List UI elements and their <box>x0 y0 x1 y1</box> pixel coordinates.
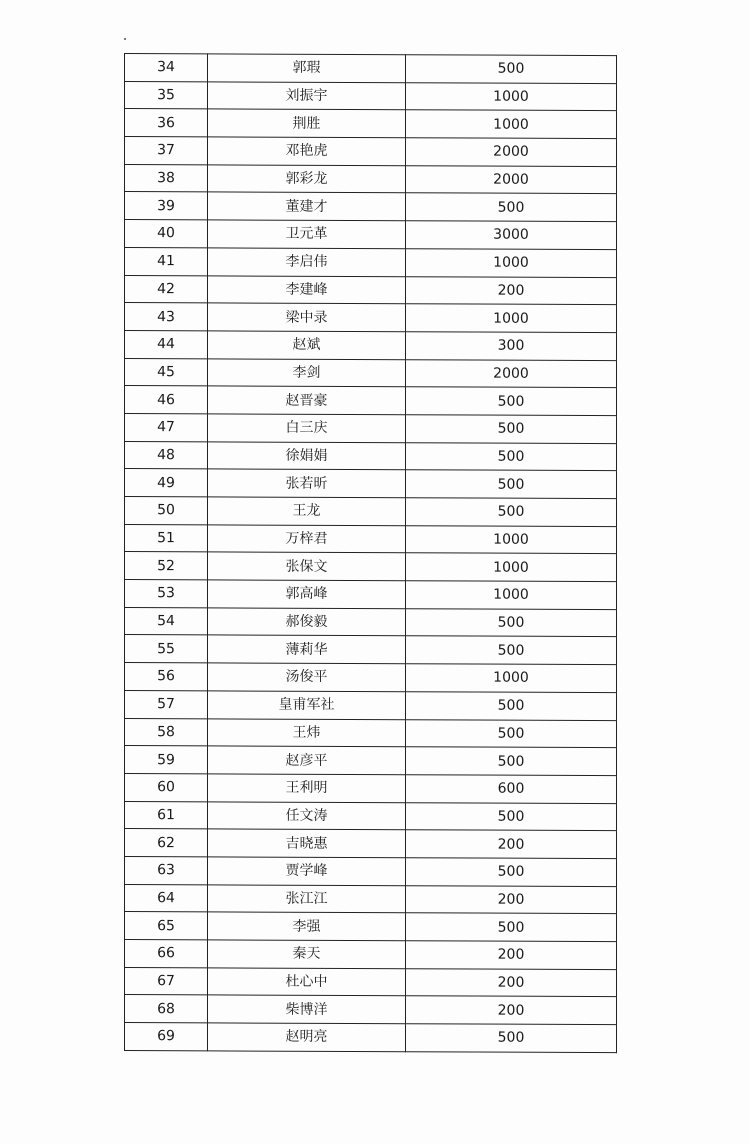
donation-amount: 200 <box>406 968 617 997</box>
donor-name: 董建才 <box>208 192 406 221</box>
table-row <box>125 469 617 499</box>
row-number: 35 <box>125 81 208 109</box>
table-row <box>125 54 617 84</box>
donation-amount: 1000 <box>406 249 617 278</box>
donation-amount: 200 <box>406 885 617 914</box>
row-number: 63 <box>125 856 208 884</box>
donor-name: 贾学峰 <box>208 857 406 886</box>
donor-name: 李建峰 <box>208 275 406 304</box>
table-row <box>125 856 617 886</box>
donation-amount: 2000 <box>406 359 617 388</box>
donation-amount: 500 <box>406 55 617 84</box>
table-row <box>125 137 617 167</box>
table-row <box>125 220 617 250</box>
donation-amount: 200 <box>406 830 617 859</box>
table-row <box>125 663 617 693</box>
donation-amount: 500 <box>406 442 617 471</box>
donor-name: 张江江 <box>208 884 406 913</box>
donor-name: 赵斌 <box>208 331 406 360</box>
table-row <box>125 690 617 720</box>
row-number: 66 <box>125 940 208 968</box>
donor-name: 荆胜 <box>208 109 406 138</box>
row-number: 39 <box>125 192 208 220</box>
row-number: 54 <box>125 607 208 635</box>
row-number: 57 <box>125 690 208 718</box>
table-row <box>125 109 617 139</box>
table-row <box>125 303 617 333</box>
donation-amount: 1000 <box>406 110 617 139</box>
table-row <box>125 940 617 970</box>
donation-table-body <box>125 54 617 1053</box>
table-row <box>125 829 617 859</box>
row-number: 68 <box>125 995 208 1023</box>
table-row <box>125 718 617 748</box>
row-number: 61 <box>125 801 208 829</box>
donor-name: 李剑 <box>208 358 406 387</box>
table-row <box>125 607 617 637</box>
donation-amount: 200 <box>406 941 617 970</box>
table-row <box>125 413 617 443</box>
row-number: 51 <box>125 524 208 552</box>
donor-name: 皇甫军社 <box>208 691 406 720</box>
donation-table <box>124 53 617 1053</box>
donor-name: 万梓君 <box>208 525 406 554</box>
donor-name: 赵明亮 <box>208 1023 406 1052</box>
donor-name: 郭瑕 <box>208 54 406 83</box>
donor-name: 吉晓惠 <box>208 829 406 858</box>
table-row <box>125 746 617 776</box>
row-number: 43 <box>125 303 208 331</box>
donor-name: 梁中录 <box>208 303 406 332</box>
donor-name: 王利明 <box>208 774 406 803</box>
donation-amount: 1000 <box>406 82 617 111</box>
table-row <box>125 275 617 305</box>
table-row <box>125 884 617 914</box>
row-number: 48 <box>125 441 208 469</box>
donor-name: 邓艳虎 <box>208 137 406 166</box>
donation-amount: 500 <box>406 913 617 942</box>
donation-amount: 500 <box>406 719 617 748</box>
donation-amount: 500 <box>406 636 617 665</box>
row-number: 40 <box>125 220 208 248</box>
row-number: 49 <box>125 469 208 497</box>
donation-amount: 1000 <box>406 525 617 554</box>
table-row <box>125 635 617 665</box>
row-number: 65 <box>125 912 208 940</box>
donor-name: 张若昕 <box>208 469 406 498</box>
row-number: 67 <box>125 967 208 995</box>
donation-amount: 500 <box>406 415 617 444</box>
donation-amount: 600 <box>406 775 617 804</box>
row-number: 59 <box>125 746 208 774</box>
donation-amount: 500 <box>406 692 617 721</box>
row-number: 56 <box>125 663 208 691</box>
row-number: 69 <box>125 1023 208 1051</box>
table-row <box>125 995 617 1025</box>
table-row <box>125 497 617 527</box>
donation-amount: 1000 <box>406 581 617 610</box>
donation-amount: 1000 <box>406 664 617 693</box>
donor-name: 李启伟 <box>208 248 406 277</box>
table-row <box>125 81 617 111</box>
table-row <box>125 524 617 554</box>
row-number: 60 <box>125 773 208 801</box>
row-number: 64 <box>125 884 208 912</box>
donor-name: 秦天 <box>208 940 406 969</box>
row-number: 37 <box>125 137 208 165</box>
table-row <box>125 580 617 610</box>
row-number: 44 <box>125 330 208 358</box>
donation-amount: 500 <box>406 747 617 776</box>
table-row <box>125 552 617 582</box>
row-number: 58 <box>125 718 208 746</box>
row-number: 52 <box>125 552 208 580</box>
donor-name: 汤俊平 <box>208 663 406 692</box>
donation-amount: 3000 <box>406 221 617 250</box>
row-number: 38 <box>125 164 208 192</box>
donation-amount: 500 <box>406 470 617 499</box>
row-number: 53 <box>125 580 208 608</box>
donation-amount: 500 <box>406 387 617 416</box>
row-number: 46 <box>125 386 208 414</box>
row-number: 42 <box>125 275 208 303</box>
row-number: 50 <box>125 497 208 525</box>
donation-amount: 200 <box>406 996 617 1025</box>
table-row <box>125 386 617 416</box>
table-row <box>125 441 617 471</box>
donor-name: 赵晋豪 <box>208 386 406 415</box>
row-number: 34 <box>125 54 208 82</box>
table-row <box>125 967 617 997</box>
donation-amount: 500 <box>406 802 617 831</box>
row-number: 36 <box>125 109 208 137</box>
table-row <box>125 801 617 831</box>
table-row <box>125 773 617 803</box>
donor-name: 郝俊毅 <box>208 608 406 637</box>
row-number: 41 <box>125 247 208 275</box>
donation-amount: 500 <box>406 498 617 527</box>
row-number: 45 <box>125 358 208 386</box>
table-row <box>125 1023 617 1053</box>
donor-name: 刘振宇 <box>208 82 406 111</box>
table-row <box>125 192 617 222</box>
donor-name: 张保文 <box>208 552 406 581</box>
donor-name: 郭高峰 <box>208 580 406 609</box>
donation-amount: 500 <box>406 193 617 222</box>
table-row <box>125 164 617 194</box>
donor-name: 王炜 <box>208 718 406 747</box>
donation-amount: 200 <box>406 276 617 305</box>
donation-amount: 2000 <box>406 138 617 167</box>
donor-name: 卫元革 <box>208 220 406 249</box>
donation-amount: 1000 <box>406 304 617 333</box>
table-row <box>125 358 617 388</box>
row-number: 47 <box>125 413 208 441</box>
row-number: 55 <box>125 635 208 663</box>
donation-amount: 500 <box>406 858 617 887</box>
donor-name: 徐娟娟 <box>208 441 406 470</box>
row-number: 62 <box>125 829 208 857</box>
donation-amount: 2000 <box>406 165 617 194</box>
table-row <box>125 912 617 942</box>
donation-amount: 1000 <box>406 553 617 582</box>
donor-name: 柴博洋 <box>208 995 406 1024</box>
donor-name: 任文涛 <box>208 801 406 830</box>
donor-name: 王龙 <box>208 497 406 526</box>
scan-speck <box>124 38 126 40</box>
donor-name: 赵彦平 <box>208 746 406 775</box>
donation-amount: 500 <box>406 1024 617 1053</box>
donor-name: 李强 <box>208 912 406 941</box>
donor-name: 郭彩龙 <box>208 165 406 194</box>
donor-name: 杜心中 <box>208 968 406 997</box>
table-row <box>125 330 617 360</box>
donation-amount: 500 <box>406 608 617 637</box>
donor-name: 薄莉华 <box>208 635 406 664</box>
donor-name: 白三庆 <box>208 414 406 443</box>
table-row <box>125 247 617 277</box>
donation-amount: 300 <box>406 332 617 361</box>
